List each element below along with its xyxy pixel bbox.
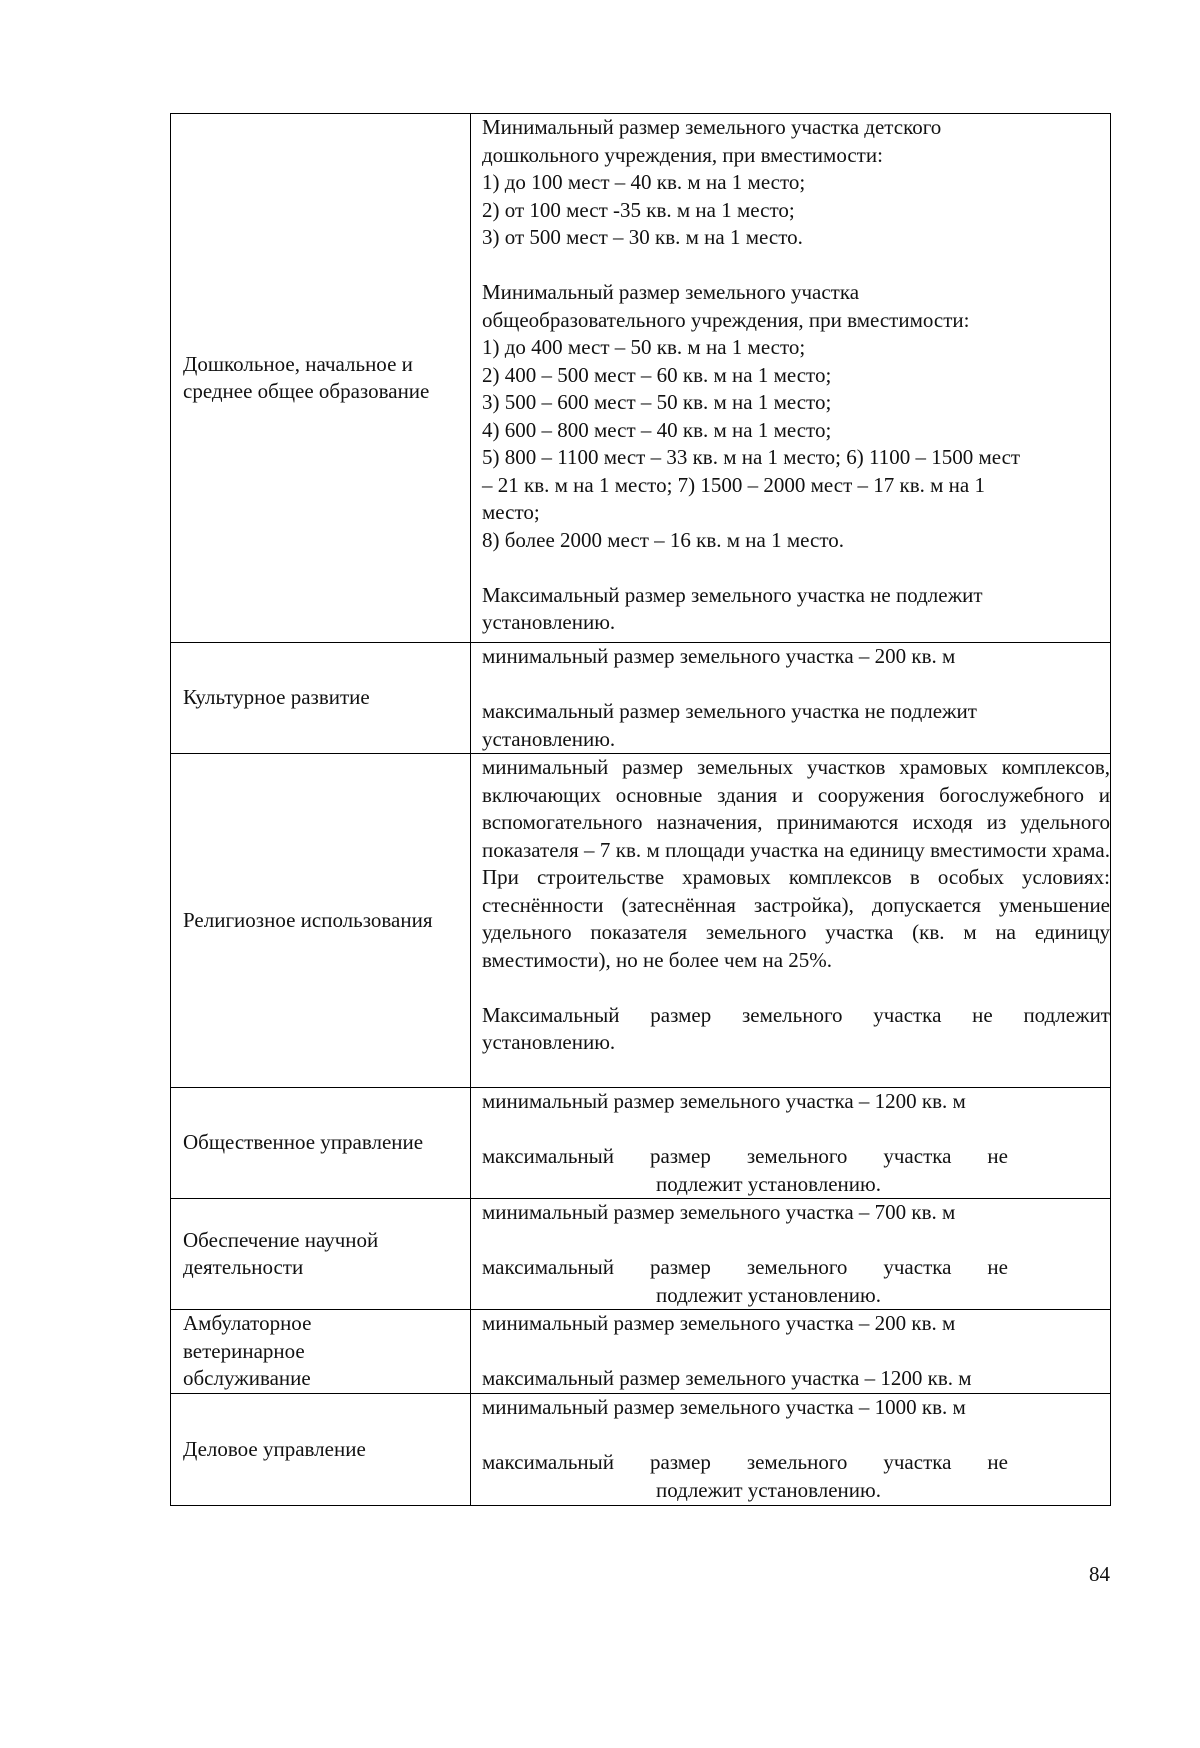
size-parameters-cell <box>471 114 1111 643</box>
school-block <box>482 279 1110 554</box>
min-size-line: минимальный размер земельного участка – 200 кв. м <box>482 1311 956 1335</box>
usage-name-cell <box>171 754 471 1088</box>
min-size-paragraph: минимальный размер земельных участков храмовых комплексов, включающих основные здания и сооружения богослужебного и вспомогательного назначения, принимаются исходя из удельного показателя – 7 кв. м площади участка на единицу вместимости храма. При строительстве храмовых комплексов в особых условиях: стеснённости (затеснённая застройка), допускается уменьшение удельного показателя земельного участка (кв. м на единицу вместимости), но не более чем на 25%. <box>482 755 1110 972</box>
text-line: общеобразовательного учреждения, при вместимости: <box>482 307 970 332</box>
max-size-line: установлению. <box>482 1030 616 1054</box>
max-size-line: подлежит установлению. <box>656 1477 881 1502</box>
text-line: 1) до 400 мест – 50 кв. м на 1 место; <box>482 335 806 359</box>
text-line: 1) до 100 мест – 40 кв. м на 1 место; <box>482 170 806 194</box>
size-parameters-cell <box>471 643 1111 754</box>
max-size-line: максимальный размер земельного участка не подлежит <box>482 699 977 723</box>
usage-name: Религиозное использования <box>183 907 433 932</box>
usage-name: Культурное развитие <box>183 685 370 710</box>
min-size-line: минимальный размер земельного участка – 700 кв. м <box>482 1200 956 1224</box>
table-row <box>171 754 1111 1088</box>
size-parameters-cell <box>471 1310 1111 1394</box>
max-size-line: установлению. <box>482 726 616 751</box>
word: размер <box>649 1450 711 1474</box>
max-size-line: подлежит установлению. <box>656 1171 881 1196</box>
word: не <box>987 1255 1008 1279</box>
word: не <box>987 1144 1008 1168</box>
size-parameters-cell <box>471 1394 1111 1506</box>
usage-name-cell <box>171 1199 471 1310</box>
text-line: 4) 600 – 800 мест – 40 кв. м на 1 место; <box>482 417 832 442</box>
land-plot-size-table <box>170 113 1111 1506</box>
max-size-line <box>482 1449 1110 1477</box>
max-size-line: максимальный размер земельного участка – 1200 кв. м <box>482 1366 972 1390</box>
page-number: 84 <box>1089 1562 1110 1586</box>
max-size-line: установлению. <box>482 610 616 634</box>
usage-name-cell <box>171 1310 471 1394</box>
table-row <box>171 1088 1111 1199</box>
usage-name-cell <box>171 1088 471 1199</box>
table-row <box>171 1199 1111 1310</box>
text-line: 5) 800 – 1100 мест – 33 кв. м на 1 место; 6) 1100 – 1500 мест <box>482 445 1021 469</box>
min-size-line: минимальный размер земельного участка – 200 кв. м <box>482 644 956 668</box>
text-line: место; <box>482 500 540 524</box>
word: земельного <box>746 1255 848 1279</box>
word: максимальный <box>482 1450 614 1474</box>
word: земельного <box>746 1144 848 1168</box>
table-row <box>171 114 1111 643</box>
text-line: 2) от 100 мест -35 кв. м на 1 место; <box>482 197 795 222</box>
text-line: Минимальный размер земельного участка <box>482 280 860 304</box>
min-size-line: минимальный размер земельного участка – 1000 кв. м <box>482 1395 966 1419</box>
text-line: 2) 400 – 500 мест – 60 кв. м на 1 место; <box>482 362 832 387</box>
max-size-line: Максимальный размер земельного участка не подлежит <box>482 582 983 607</box>
usage-name: Дошкольное, начальное и среднее общее образование <box>183 351 430 403</box>
word: размер <box>649 1144 711 1168</box>
size-parameters-cell <box>471 1088 1111 1199</box>
max-size-line: Максимальный размер земельного участка не подлежит <box>482 1002 1110 1027</box>
size-parameters-cell <box>471 1199 1111 1310</box>
max-size-line: подлежит установлению. <box>656 1282 881 1307</box>
usage-name: Обеспечение научной деятельности <box>183 1227 379 1279</box>
max-size-line <box>482 1254 1110 1282</box>
text-line: – 21 кв. м на 1 место; 7) 1500 – 2000 мест – 17 кв. м на 1 <box>482 472 985 497</box>
table-row <box>171 643 1111 754</box>
usage-name-line: Амбулаторное <box>183 1311 312 1335</box>
word: максимальный <box>482 1255 614 1279</box>
usage-name: Деловое управление <box>183 1436 366 1461</box>
word: участка <box>883 1255 952 1279</box>
preschool-block <box>482 114 1110 252</box>
table-row <box>171 1394 1111 1506</box>
max-size-line <box>482 1143 1110 1171</box>
word: земельного <box>746 1450 848 1474</box>
usage-name-cell <box>171 643 471 754</box>
usage-name-cell <box>171 1394 471 1506</box>
word: максимальный <box>482 1144 614 1168</box>
word: участка <box>883 1144 952 1168</box>
text-line: 8) более 2000 мест – 16 кв. м на 1 место. <box>482 527 844 552</box>
usage-name-line: ветеринарное <box>183 1338 305 1363</box>
word: размер <box>649 1255 711 1279</box>
text-line: 3) 500 – 600 мест – 50 кв. м на 1 место; <box>482 390 832 414</box>
usage-name: Общественное управление <box>183 1130 424 1155</box>
table-row <box>171 1310 1111 1394</box>
usage-name-cell <box>171 114 471 643</box>
size-parameters-cell <box>471 754 1111 1088</box>
word: участка <box>883 1450 952 1474</box>
usage-name-line: обслуживание <box>183 1366 311 1390</box>
text-line: дошкольного учреждения, при вместимости: <box>482 142 883 167</box>
word: не <box>987 1450 1008 1474</box>
text-line: Минимальный размер земельного участка детского <box>482 115 942 139</box>
min-size-line: минимальный размер земельного участка – 1200 кв. м <box>482 1089 966 1113</box>
text-line: 3) от 500 мест – 30 кв. м на 1 место. <box>482 225 803 249</box>
